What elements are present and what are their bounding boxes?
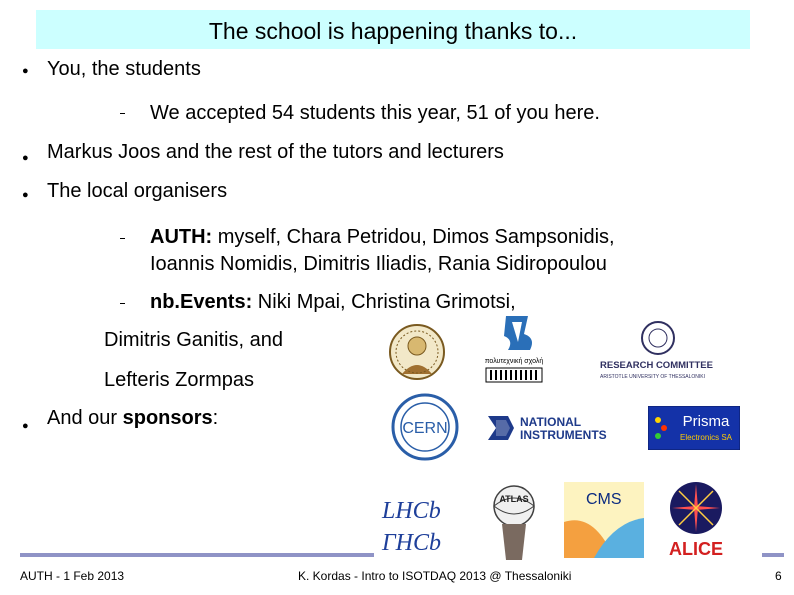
auth-seal-logo — [382, 322, 452, 386]
prisma-name: Prisma — [682, 413, 730, 430]
atlas-logo — [478, 480, 550, 562]
atlas-text: ATLAS — [499, 494, 529, 504]
bullet-icon: ● — [22, 65, 29, 77]
cms-logo — [564, 482, 644, 558]
research-title: RESEARCH COMMITTEE — [600, 360, 713, 371]
footer-rule-left — [20, 553, 374, 557]
national-instruments-logo — [486, 410, 634, 446]
item-accepted: We accepted 54 students this year, 51 of you here. — [150, 102, 600, 124]
alice-logo — [654, 478, 738, 560]
prisma-subtitle: Electronics SA — [679, 433, 733, 442]
item-local-organisers: The local organisers — [47, 180, 228, 202]
greek-caption: πολυτεχνική σχολή — [484, 358, 544, 365]
lhcb-top-text: LHCb — [382, 498, 441, 524]
slide-title: The school is happening thanks to... — [36, 10, 750, 49]
auth-names: myself, Chara Petridou, Dimos Sampsonidis, — [212, 226, 615, 248]
cern-logo — [390, 392, 460, 462]
dash-icon — [120, 303, 125, 304]
cms-text: CMS — [586, 491, 622, 508]
footer-date: AUTH - 1 Feb 2013 — [20, 569, 125, 583]
item-nbevents — [150, 290, 516, 314]
item-auth — [150, 225, 615, 249]
page-number: 6 — [775, 569, 782, 583]
lhcb-logo — [376, 482, 456, 560]
item-students: You, the students — [47, 58, 201, 80]
ni-line1: NATIONAL — [520, 415, 582, 429]
auth-label: AUTH: — [150, 226, 213, 248]
nbevents-label: nb.Events: — [150, 291, 253, 313]
cern-text: CERN — [402, 420, 448, 437]
bullet-icon: ● — [22, 189, 29, 201]
sponsors-suffix: : — [212, 407, 219, 429]
footer-author: K. Kordas - Intro to ISOTDAQ 2013 @ Thessaloniki — [298, 569, 572, 583]
dash-icon — [120, 113, 125, 114]
sponsors-prefix: And our — [47, 407, 123, 429]
polytechnic-logo — [484, 312, 544, 384]
nbevents-names: Niki Mpai, Christina Grimotsi, — [252, 291, 516, 313]
footer-rule-right — [762, 553, 784, 557]
research-committee-logo — [600, 320, 750, 384]
dash-icon — [120, 238, 125, 239]
item-tutors: Markus Joos and the rest of the tutors and lecturers — [47, 141, 504, 163]
item-auth-cont: Ioannis Nomidis, Dimitris Iliadis, Rania Sidiropoulou — [150, 253, 607, 275]
ni-line2: INSTRUMENTS — [520, 428, 607, 442]
item-sponsors — [47, 406, 218, 430]
item-zormpas: Lefteris Zormpas — [104, 369, 255, 391]
lhcb-bottom-text: ΓΗCb — [382, 530, 441, 556]
research-subtitle: ARISTOTLE UNIVERSITY OF THESSALONIKI — [600, 374, 706, 380]
sponsors-label: sponsors — [122, 407, 213, 429]
bullet-icon: ● — [22, 152, 29, 164]
prisma-logo — [648, 406, 740, 450]
item-ganitis: Dimitris Ganitis, and — [104, 329, 283, 351]
alice-text: ALICE — [669, 539, 723, 559]
bullet-icon: ● — [22, 420, 29, 432]
